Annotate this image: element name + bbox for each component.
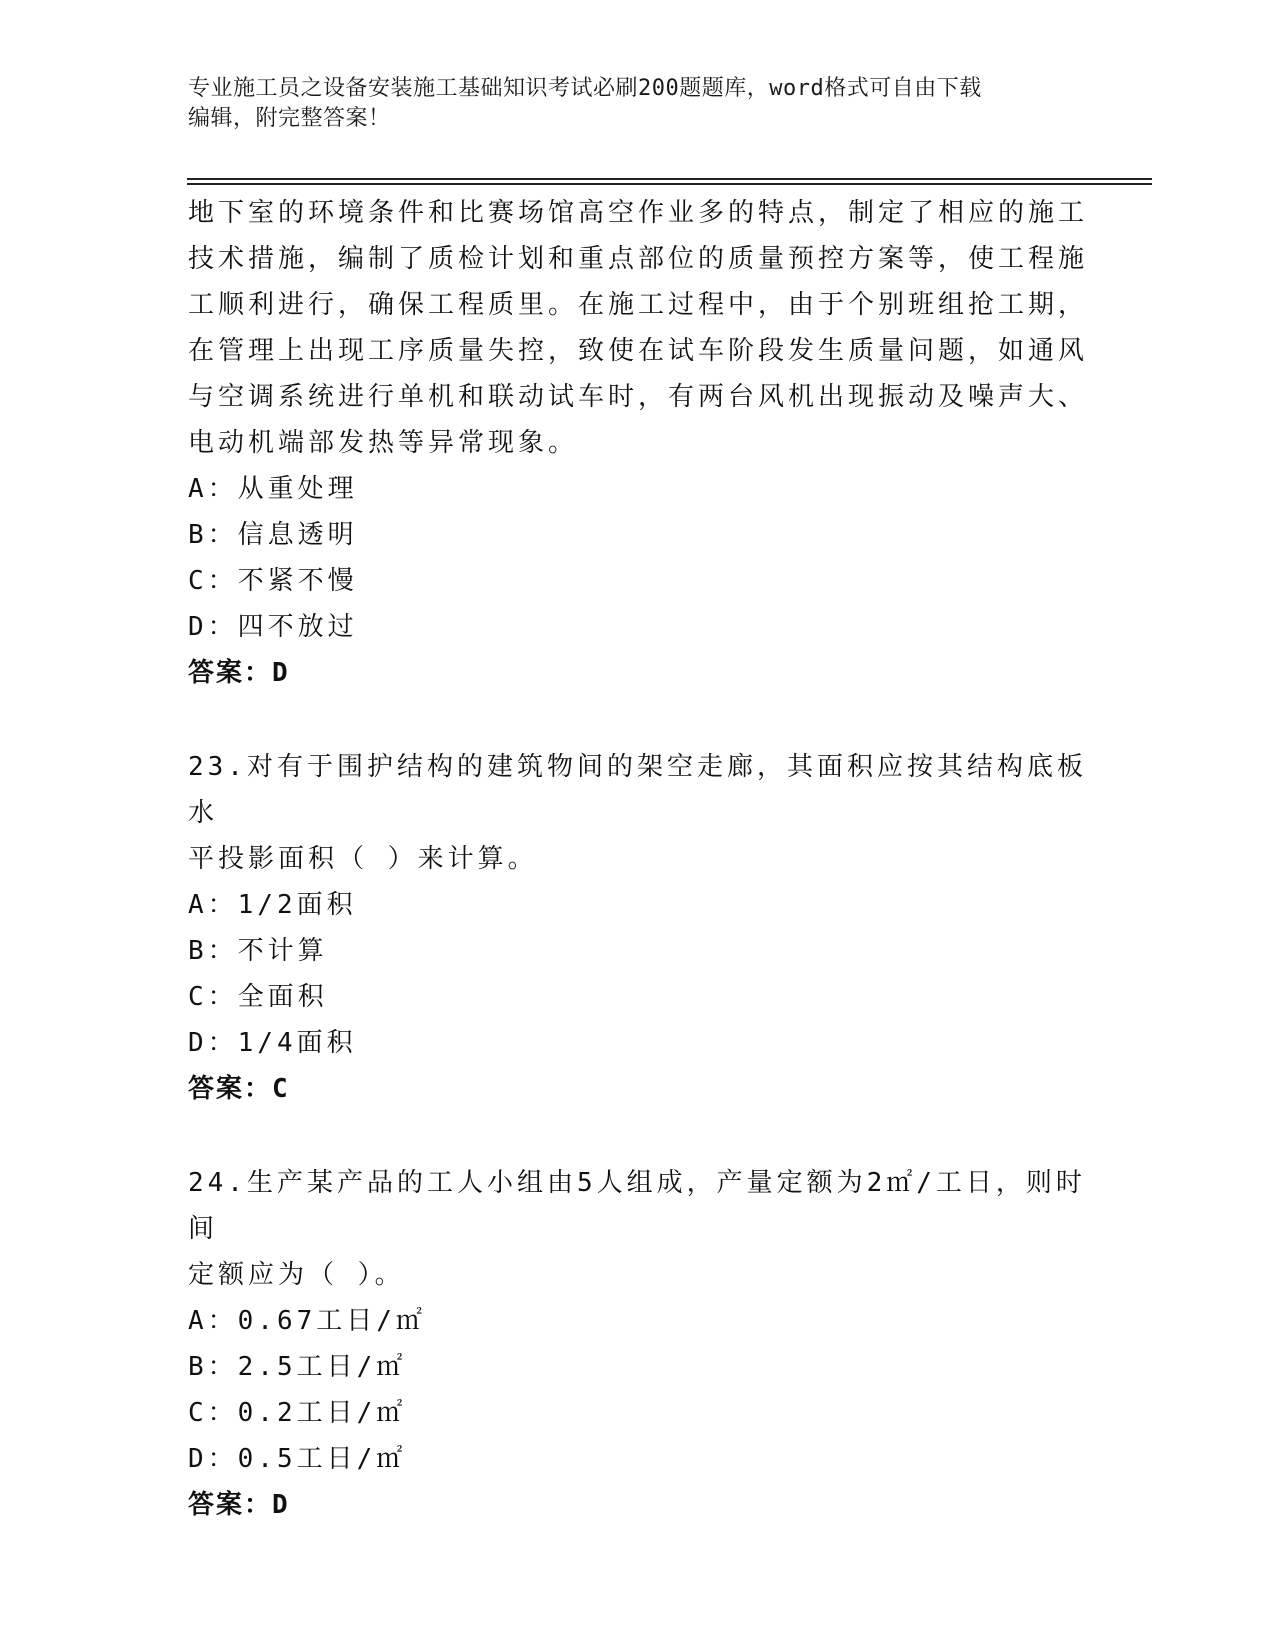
question-23-option-d: D：1/4面积 <box>188 1028 357 1058</box>
question-23-option-b: B：不计算 <box>188 936 328 966</box>
question-22-line: 地下室的环境条件和比赛场馆高空作业多的特点，制定了相应的施工 <box>188 198 1089 228</box>
question-24-line: 24.生产某产品的工人小组由5人组成，产量定额为2㎡/工日，则时间 <box>188 1168 1086 1244</box>
question-22-line: 与空调系统进行单机和联动试车时，有两台风机出现振动及噪声大、 <box>188 382 1089 412</box>
question-23-line: 23.对有于围护结构的建筑物间的架空走廊，其面积应按其结构底板水 <box>188 752 1087 828</box>
header-rule-bottom <box>187 183 1152 185</box>
question-24-option-d: D：0.5工日/㎡ <box>188 1444 407 1474</box>
question-24-option-c: C：0.2工日/㎡ <box>188 1398 407 1428</box>
question-22-block <box>188 190 1088 696</box>
question-23-block <box>188 744 1088 1112</box>
question-23-option-a: A：1/2面积 <box>188 890 357 920</box>
question-22-line: 在管理上出现工序质量失控，致使在试车阶段发生质量问题，如通风 <box>188 336 1089 366</box>
question-24-option-a: A：0.67工日/㎡ <box>188 1306 426 1336</box>
question-24-line: 定额应为（ ）。 <box>188 1260 405 1290</box>
question-22-option-b: B：信息透明 <box>188 520 358 550</box>
header-title-line-1: 专业施工员之设备安装施工基础知识考试必刷200题题库，word格式可自由下载 <box>188 76 982 101</box>
document-body <box>188 190 1088 1528</box>
document-header <box>188 74 1068 134</box>
header-title-line-2: 编辑，附完整答案！ <box>188 106 391 131</box>
question-22-line: 工顺利进行，确保工程质里。在施工过程中，由于个别班组抢工期， <box>188 290 1089 320</box>
header-rule-top <box>187 178 1152 180</box>
question-22-option-d: D：四不放过 <box>188 612 358 642</box>
question-22-option-c: C：不紧不慢 <box>188 566 358 596</box>
question-24-option-b: B：2.5工日/㎡ <box>188 1352 407 1382</box>
spacer <box>188 696 1088 744</box>
question-22-option-a: A：从重处理 <box>188 474 358 504</box>
question-22-answer: 答案：D <box>188 658 290 688</box>
question-22-line: 技术措施，编制了质检计划和重点部位的质量预控方案等，使工程施 <box>188 244 1089 274</box>
spacer <box>188 1112 1088 1160</box>
question-23-line: 平投影面积（ ）来计算。 <box>188 844 538 874</box>
question-23-answer: 答案：C <box>188 1074 290 1104</box>
question-24-block <box>188 1160 1088 1528</box>
question-22-line: 电动机端部发热等异常现象。 <box>188 428 579 458</box>
question-24-answer: 答案：D <box>188 1490 290 1520</box>
question-23-option-c: C：全面积 <box>188 982 328 1012</box>
